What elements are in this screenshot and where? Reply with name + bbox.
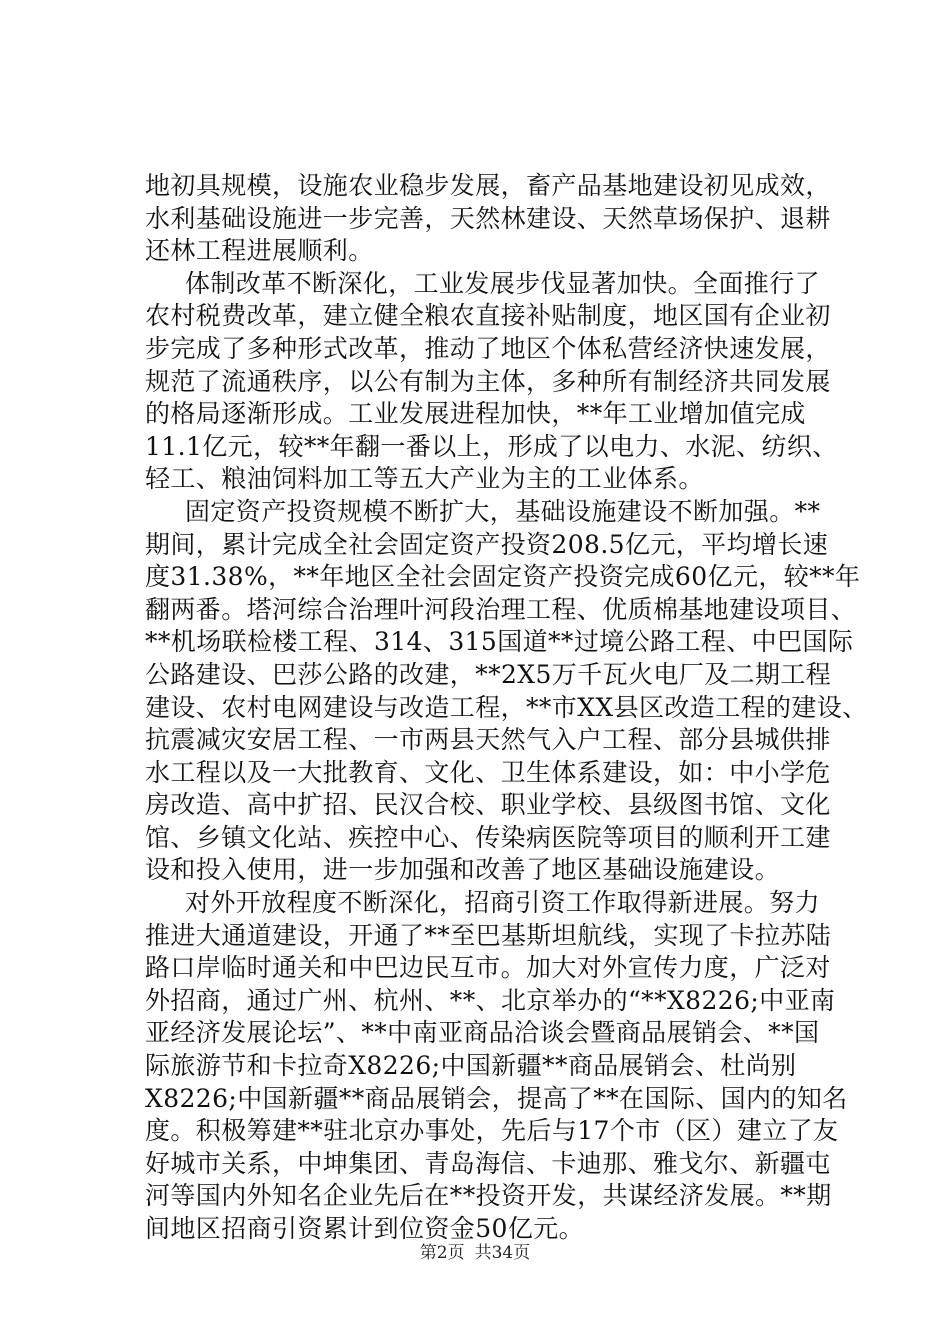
text-line: 河等国内外知名企业先后在**投资开发，共谋经济发展。**期: [145, 1181, 832, 1211]
page-total: 共34页: [474, 1243, 531, 1263]
text-line: 路口岸临时通关和中巴边民互市。加大对外宣传力度，广泛对: [145, 953, 831, 983]
page-footer: [0, 1242, 950, 1264]
text-line: 抗震减灾安居工程、一市两县天然气入户工程、部分县城供排: [145, 725, 831, 755]
text-line: 轻工、粮油饲料加工等五大产业为主的工业体系。: [145, 464, 704, 494]
text-line: 翻两番。塔河综合治理叶河段治理工程、优质棉基地建设项目、: [145, 594, 857, 624]
text-line: 际旅游节和卡拉奇X8226;中国新疆**商品展销会、杜尚别: [145, 1051, 797, 1081]
text-line: 水工程以及一大批教育、文化、卫生体系建设，如：中小学危: [145, 757, 831, 787]
text-line: **机场联检楼工程、314、315国道**过境公路工程、中巴国际: [145, 627, 854, 657]
text-line: 的格局逐渐形成。工业发展进程加快，**年工业增加值完成: [145, 399, 806, 429]
text-line: 还林工程进展顺利。: [145, 236, 374, 266]
page-number: 第2页: [419, 1243, 465, 1263]
text-line: 房改造、高中扩招、民汉合校、职业学校、县级图书馆、文化: [145, 790, 831, 820]
paragraph-first-line: 固定资产投资规模不断扩大，基础设施建设不断加强。**: [185, 496, 821, 526]
text-line: 建设、农村电网建设与改造工程，**市XX县区改造工程的建设、: [145, 692, 868, 722]
text-line: 设和投入使用，进一步加强和改善了地区基础设施建设。: [145, 855, 781, 885]
text-line: 地初具规模，设施农业稳步发展，畜产品基地建设初见成效，: [145, 171, 831, 200]
text-line: 水利基础设施进一步完善，天然林建设、天然草场保护、退耕: [145, 203, 831, 233]
text-line: 好城市关系，中坤集团、青岛海信、卡迪那、雅戈尔、新疆屯: [145, 1148, 831, 1178]
text-line: 公路建设、巴莎公路的改建，**2X5万千瓦火电厂及二期工程: [145, 659, 832, 689]
text-line: 规范了流通秩序，以公有制为主体，多种所有制经济共同发展: [145, 366, 831, 396]
text-line: 度31.38%，**年地区全社会固定资产投资完成60亿元，较**年: [145, 562, 861, 592]
paragraph-first-line: 体制改革不断深化，工业发展步伐显著加快。全面推行了: [185, 268, 821, 298]
paragraph-first-line: 对外开放程度不断深化，招商引资工作取得新进展。努力: [185, 888, 821, 918]
text-line: 农村税费改革，建立健全粮农直接补贴制度，地区国有企业初: [145, 301, 831, 331]
text-line: 步完成了多种形式改革，推动了地区个体私营经济快速发展，: [145, 333, 831, 363]
text-line: 期间，累计完成全社会固定资产投资208.5亿元，平均增长速: [145, 529, 829, 559]
text-line: 亚经济发展论坛”、**中南亚商品洽谈会暨商品展销会、**国: [145, 1018, 820, 1048]
text-line: X8226;中国新疆**商品展销会，提高了**在国际、国内的知名: [145, 1083, 848, 1113]
text-line: 外招商，通过广州、杭州、**、北京举办的“**X8226;中亚南: [145, 985, 836, 1015]
text-line: 度。积极筹建**驻北京办事处，先后与17个市（区）建立了友: [145, 1116, 839, 1146]
text-line: 11.1亿元，较**年翻一番以上，形成了以电力、水泥、纺织、: [145, 431, 838, 461]
text-line: 馆、乡镇文化站、疾控中心、传染病医院等项目的顺利开工建: [145, 822, 831, 852]
document-body: [145, 170, 868, 1246]
text-line: 推进大通道建设，开通了**至巴基斯坦航线，实现了卡拉苏陆: [145, 920, 832, 950]
text-line: 间地区招商引资累计到位资金50亿元。: [145, 1214, 585, 1243]
